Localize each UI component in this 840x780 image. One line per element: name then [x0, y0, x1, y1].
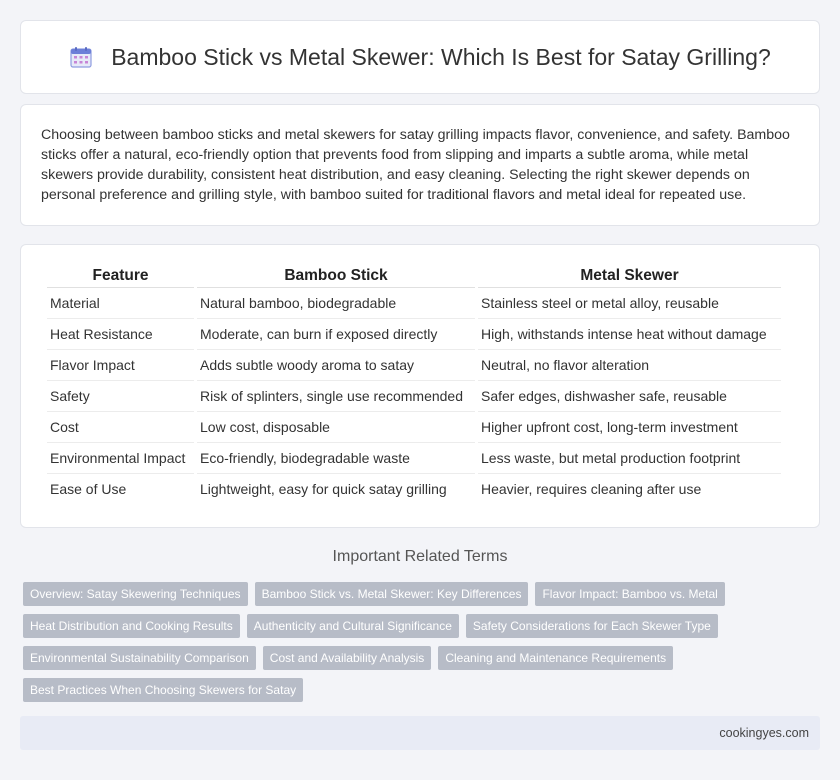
cell-feature: Material: [47, 288, 194, 319]
cell-feature: Ease of Use: [50, 481, 127, 497]
cell-metal: High, withstands intense heat without damage: [478, 319, 781, 350]
cell-bamboo: Eco-friendly, biodegradable waste: [197, 443, 475, 474]
cell-bamboo: Low cost, disposable: [197, 412, 475, 443]
footer: [20, 716, 820, 750]
cell-metal: Stainless steel or metal alloy, reusable: [478, 288, 781, 319]
cell-metal: Neutral, no flavor alteration: [478, 350, 781, 381]
table-row: [47, 319, 781, 350]
cell-bamboo: Lightweight, easy for quick satay grilling: [200, 481, 447, 497]
table-header-row: [47, 264, 781, 288]
calendar-icon: [69, 45, 93, 69]
comparison-table-card: [20, 244, 820, 528]
intro-card: [20, 104, 820, 226]
cell-bamboo: Natural bamboo, biodegradable: [197, 288, 475, 319]
table-row: [47, 412, 781, 443]
related-term-tag[interactable]: Best Practices When Choosing Skewers for Satay: [23, 678, 303, 702]
column-header-bamboo: Bamboo Stick: [197, 264, 475, 288]
related-term-tag[interactable]: Safety Considerations for Each Skewer Type: [466, 614, 718, 638]
cell-metal: Heavier, requires cleaning after use: [481, 481, 702, 497]
cell-feature: Safety: [47, 381, 194, 412]
related-term-tag[interactable]: Cleaning and Maintenance Requirements: [438, 646, 673, 670]
table-row: [47, 474, 781, 505]
column-header-feature: Feature: [47, 264, 194, 288]
table-row: [47, 350, 781, 381]
related-term-tag[interactable]: Flavor Impact: Bamboo vs. Metal: [535, 582, 724, 606]
related-terms-list: [23, 582, 803, 702]
table-row: [47, 381, 781, 412]
table-row: [47, 288, 781, 319]
cell-bamboo: Moderate, can burn if exposed directly: [197, 319, 475, 350]
related-term-tag[interactable]: Environmental Sustainability Comparison: [23, 646, 256, 670]
cell-feature: Heat Resistance: [47, 319, 194, 350]
table-row: [47, 443, 781, 474]
related-term-tag[interactable]: Bamboo Stick vs. Metal Skewer: Key Differences: [255, 582, 529, 606]
cell-metal: Safer edges, dishwasher safe, reusable: [478, 381, 781, 412]
related-term-tag[interactable]: Heat Distribution and Cooking Results: [23, 614, 240, 638]
related-term-tag[interactable]: Cost and Availability Analysis: [263, 646, 432, 670]
cell-feature: Cost: [47, 412, 194, 443]
cell-bamboo: Adds subtle woody aroma to satay: [197, 350, 475, 381]
footer-site-link[interactable]: cookingyes.com: [719, 726, 809, 740]
cell-bamboo: Risk of splinters, single use recommended: [197, 381, 475, 412]
comparison-table: [44, 264, 784, 505]
cell-feature: Flavor Impact: [47, 350, 194, 381]
cell-metal: Higher upfront cost, long-term investment: [478, 412, 781, 443]
related-terms-title: Important Related Terms: [332, 548, 508, 565]
column-header-metal: Metal Skewer: [478, 264, 781, 288]
related-term-tag[interactable]: Overview: Satay Skewering Techniques: [23, 582, 248, 606]
cell-feature: Environmental Impact: [47, 443, 194, 474]
related-term-tag[interactable]: Authenticity and Cultural Significance: [247, 614, 459, 638]
intro-paragraph: Choosing between bamboo sticks and metal skewers for satay grilling impacts flavor, convenience, and safety. Bamboo sticks offer a natural, eco-friendly option that prevents food from slipping and imparts a subtle aroma, while metal skewers provide durability, consistent heat distribution, and easy cleaning. Selecting the right skewer depends on personal preference and grilling style, with bamboo suited for traditional flavors and metal ideal for repeated use.: [41, 127, 790, 203]
title-card: [20, 20, 820, 94]
cell-metal: Less waste, but metal production footprint: [478, 443, 781, 474]
page-title: Bamboo Stick vs Metal Skewer: Which Is Best for Satay Grilling?: [111, 43, 771, 70]
